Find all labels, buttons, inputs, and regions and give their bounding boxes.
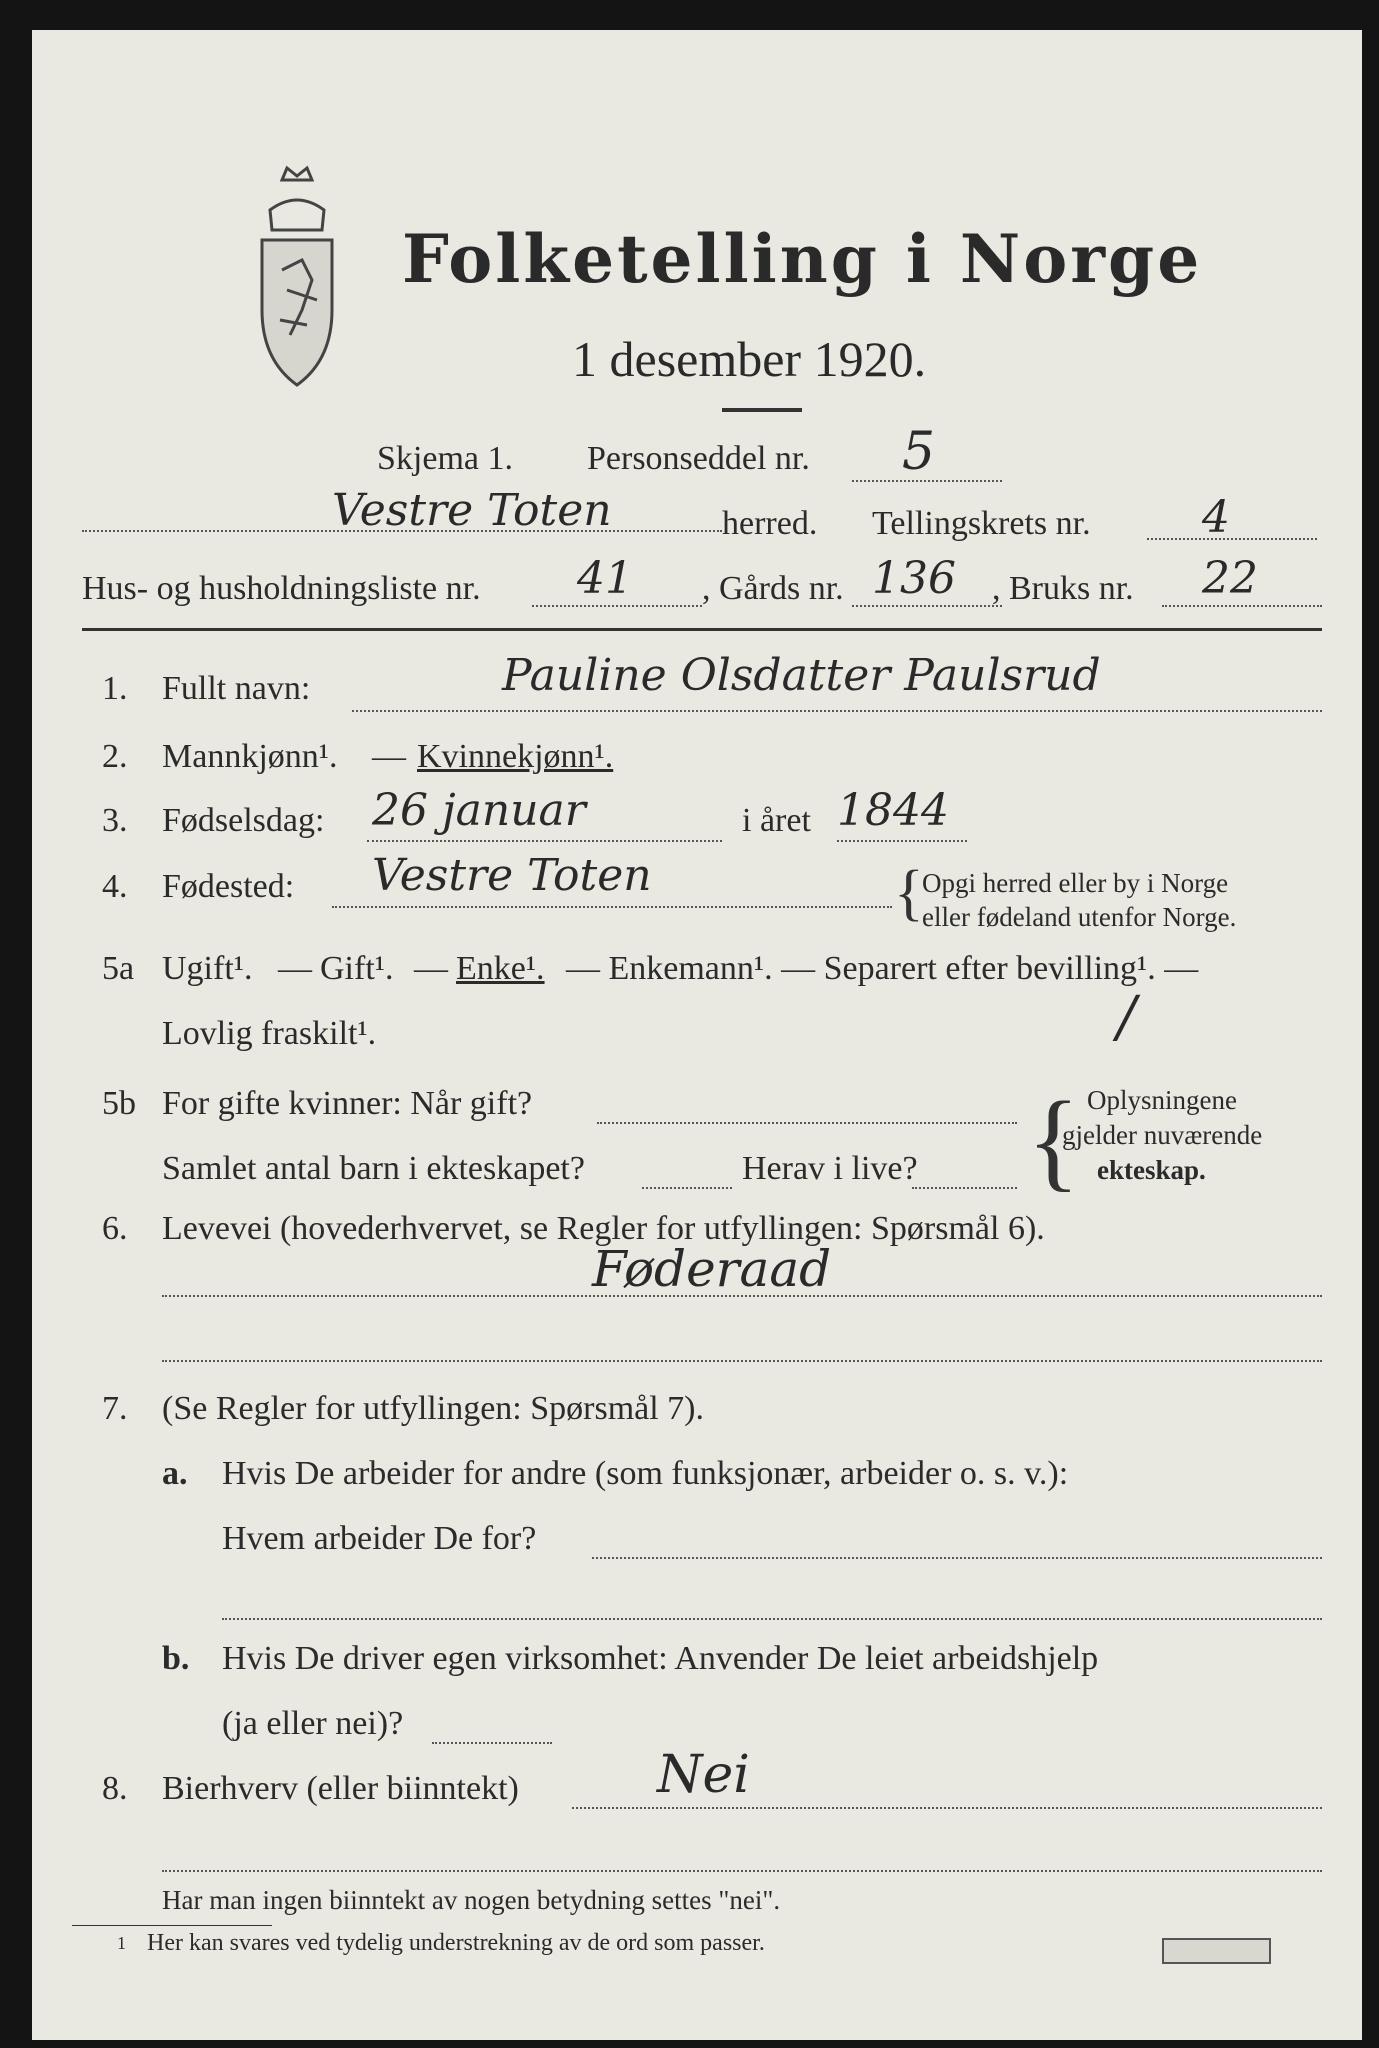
q7a-number: a. [162, 1455, 188, 1492]
q8-field-line-2 [162, 1870, 1322, 1872]
q5b-i-live-label: Herav i live? [742, 1150, 918, 1187]
form-title: Folketelling i Norge [402, 220, 1203, 298]
q7b-number: b. [162, 1640, 190, 1677]
herred-value[interactable]: Vestre Toten [332, 485, 612, 536]
title-rule [722, 408, 802, 412]
herred-label: herred. [722, 505, 818, 542]
q5a-sep1: — [278, 950, 312, 987]
tellingskrets-value[interactable]: 4 [1202, 492, 1230, 543]
husliste-value[interactable]: 41 [577, 553, 633, 604]
bruks-field-line [1162, 605, 1322, 607]
q5a-handwritten-mark: / [1117, 985, 1136, 1050]
tellingskrets-field-line [1147, 538, 1317, 540]
q4-label: Fødested: [162, 868, 295, 905]
q3-number: 3. [102, 802, 128, 839]
q4-field-line [332, 906, 892, 908]
q7b-field-line [432, 1742, 552, 1744]
q5b-note-line1: Oplysningene [1087, 1085, 1237, 1115]
q7b-line2: (ja eller nei)? [222, 1705, 404, 1742]
q1-full-name-value[interactable]: Pauline Olsdatter Paulsrud [502, 650, 1101, 701]
q7-label: (Se Regler for utfyllingen: Spørsmål 7). [162, 1390, 705, 1427]
q4-number: 4. [102, 868, 128, 905]
q4-note-line2: eller fødeland utenfor Norge. [922, 902, 1237, 932]
q1-number: 1. [102, 670, 128, 707]
q8-label: Bierhverv (eller biinntekt) [162, 1770, 519, 1807]
q2-number: 2. [102, 738, 128, 775]
gards-label: , Gårds nr. [702, 570, 844, 607]
q7a-field-line-2 [222, 1618, 1322, 1620]
printer-stamp [1162, 1938, 1271, 1964]
q5a-other-options[interactable]: — Enkemann¹. — Separert efter bevilling¹. — [566, 950, 1199, 987]
q4-note-line1: Opgi herred eller by i Norge [922, 868, 1229, 898]
q1-field-line [352, 710, 1322, 712]
gards-field-line [852, 605, 1002, 607]
census-form-page [32, 30, 1362, 2040]
q5b-barn-label: Samlet antal barn i ekteskapet? [162, 1150, 585, 1187]
q4-note-brace: { [894, 859, 924, 927]
skjema-label: Skjema 1. [377, 440, 513, 477]
q7a-line2: Hvem arbeider De for? [222, 1520, 537, 1557]
form-date: 1 desember 1920. [572, 331, 927, 387]
q5b-naar-gift-field-line [597, 1122, 1017, 1124]
header-divider [82, 628, 1322, 631]
q5b-note-brace: { [1027, 1079, 1080, 1201]
q2-separator: — [372, 738, 406, 775]
norwegian-coat-of-arms-icon [242, 160, 352, 390]
q3-birthday-value[interactable]: 26 januar [372, 785, 586, 836]
husliste-label: Hus- og husholdningsliste nr. [82, 570, 481, 607]
q6-number: 6. [102, 1210, 128, 1247]
gards-value[interactable]: 136 [872, 553, 956, 604]
q2-male-option[interactable]: Mannkjønn¹. [162, 738, 338, 775]
q7a-field-line-1 [592, 1557, 1322, 1559]
q6-occupation-value[interactable]: Føderaad [592, 1240, 832, 1298]
q5a-number: 5a [102, 950, 135, 987]
footnote-text: Her kan svares ved tydelig understrekning av de ord som passer. [147, 1930, 765, 1956]
q1-label: Fullt navn: [162, 670, 311, 707]
q7-number: 7. [102, 1390, 128, 1427]
q3-year-label: i året [742, 802, 811, 839]
bruks-label: , Bruks nr. [992, 570, 1134, 607]
husliste-field-line [532, 605, 702, 607]
footnote-rule [72, 1925, 272, 1926]
footer-note: Har man ingen biinntekt av nogen betydning settes "nei". [162, 1885, 781, 1915]
q5b-note-line2: gjelder nuværende [1062, 1120, 1263, 1150]
q7b-line1: Hvis De driver egen virksomhet: Anvender De leiet arbeidshjelp [222, 1640, 1099, 1677]
q8-field-line [572, 1807, 1322, 1809]
bruks-value[interactable]: 22 [1202, 553, 1258, 604]
personseddel-value[interactable]: 5 [902, 422, 936, 482]
q5b-i-live-field-line [912, 1187, 1017, 1189]
q6-label: Levevei (hovederhvervet, se Regler for utfyllingen: Spørsmål 6). [162, 1210, 1045, 1247]
q5a-gift-option[interactable]: Gift¹. [320, 950, 394, 987]
q7a-line1: Hvis De arbeider for andre (som funksjonær, arbeider o. s. v.): [222, 1455, 1069, 1492]
q5b-naar-gift-label: For gifte kvinner: Når gift? [162, 1085, 533, 1122]
q8-number: 8. [102, 1770, 128, 1807]
q5b-number: 5b [102, 1085, 136, 1122]
q5a-ugift-option[interactable]: Ugift¹. [162, 950, 253, 987]
q5a-sep2: — [414, 950, 448, 987]
personseddel-label: Personseddel nr. [587, 440, 810, 477]
q8-secondary-income-value[interactable]: Nei [657, 1745, 750, 1805]
footnote-number: 1 [117, 1933, 126, 1953]
q3-day-field-line [367, 840, 722, 842]
q6-field-line-2 [162, 1360, 1322, 1362]
q5a-fraskilt-option[interactable]: Lovlig fraskilt¹. [162, 1015, 377, 1052]
q3-label: Fødselsdag: [162, 802, 325, 839]
tellingskrets-label: Tellingskrets nr. [872, 505, 1091, 542]
q5b-note-line3: ekteskap. [1097, 1155, 1206, 1185]
q4-birthplace-value[interactable]: Vestre Toten [372, 850, 652, 901]
q2-female-option[interactable]: Kvinnekjønn¹. [417, 738, 614, 775]
q5a-enke-option[interactable]: Enke¹. [456, 950, 545, 987]
q5b-barn-field-line [642, 1187, 732, 1189]
q3-birth-year-value[interactable]: 1844 [837, 785, 949, 836]
q3-year-field-line [837, 840, 967, 842]
